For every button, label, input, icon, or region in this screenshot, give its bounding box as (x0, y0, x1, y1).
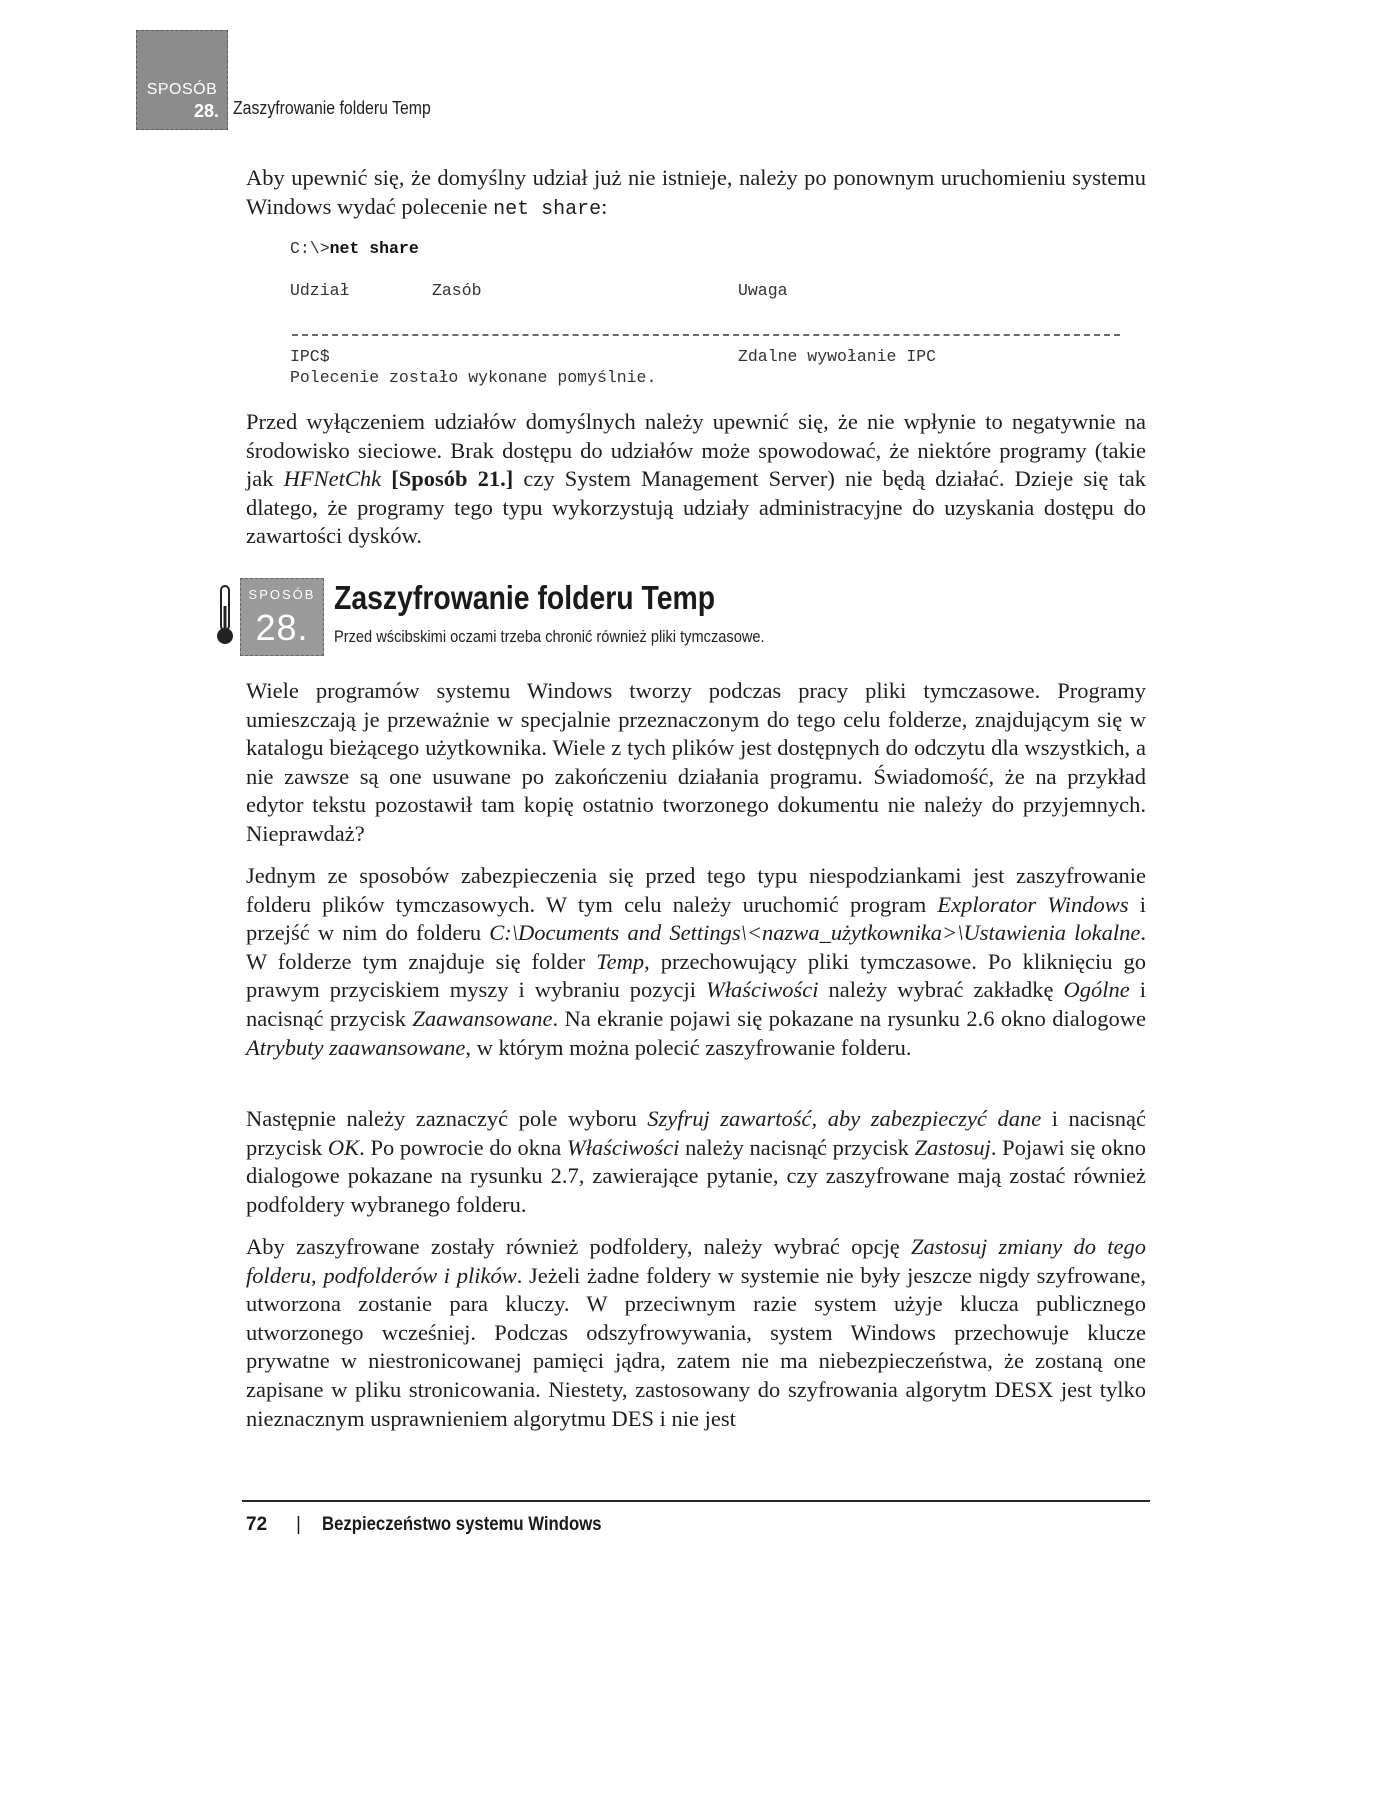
method-text-6: i nacisnąć przycisk (246, 977, 1146, 1031)
advanced-button-term: Zaawansowane (412, 1005, 553, 1031)
encrypt-option-term: Szyfruj zawartość, aby zabezpieczyć dane (647, 1106, 1042, 1131)
subfolders-text-2: . Jeżeli żadne foldery w systemie nie były jeszcze nigdy szyfrowane, utworzona zostanie para kluczy. W przeciwnym razie system użyje klucza publicznego utworzonego wcześniej. Podczas odszyfrowywania, system Windows przechowuje klucze prywatne w niestronicowanej pamięci jądra, zatem nie ma niebezpieczeństwa, że zostaną one zapisane w pliku stronicowania. Niestety, zastosowany do szyfrowania algorytm DESX jest tylko nieznacznym usprawnieniem algorytmu DES i nie jest (246, 1262, 1146, 1431)
code-status: Polecenie zostało wykonane pomyślnie. (290, 368, 657, 387)
code-column-udzial: Udział (290, 281, 350, 300)
code-row-remark: Zdalne wywołanie IPC (738, 347, 937, 366)
encrypt-text-5: . Pojawi się okno dialogowe pokazane na rysunku 2.7, zawierające pytanie, czy zaszyfrowane mają zostać również podfoldery wybranego folderu. (246, 1134, 1146, 1217)
hfnetchk-term: HFNetChk (283, 466, 382, 492)
code-row-share: IPC$ (290, 347, 330, 366)
method-text-7: . Na ekranie pojawi się pokazane na rysunku 2.6 okno dialogowe (552, 1005, 1146, 1031)
method-paragraph (246, 862, 1146, 1062)
general-tab-term: Ogólne (1063, 977, 1130, 1003)
section-subtitle: Przed wścibskimi oczami trzeba chronić również pliki tymczasowe. (334, 627, 765, 646)
method-text-4: , przechowujący pliki tymczasowe. Po kliknięciu go prawym przyciskiem myszy i wybraniu pozycji (246, 948, 1146, 1003)
code-command-line (290, 238, 419, 259)
intro-command: net share (493, 197, 602, 221)
method-text-2: i przejść w nim do folderu (246, 891, 1146, 946)
encrypt-paragraph (246, 1105, 1146, 1219)
section-tab (240, 578, 324, 656)
default-shares-text-2: czy System Management Server) nie będą działać. Dzieje się tak dlatego, że programy tego typu wykorzystują udziały administracyjne do uzyskania dostępu do zawartości dysków. (246, 466, 1146, 549)
code-separator-rule (292, 334, 1120, 336)
code-prompt: C:\> (290, 239, 330, 258)
explorer-term: Explorator Windows (937, 891, 1129, 917)
method-text-1: Jednym ze sposobów zabezpieczenia się przed tego typu niespodziankami jest zaszyfrowanie folderu plików tymczasowych. W tym celu należy uruchomić program (246, 863, 1146, 917)
method-text-3: . W folderze tym znajduje się folder (246, 920, 1146, 974)
header-tab-number: 28. (193, 101, 219, 121)
properties-window-term: Właściwości (566, 1134, 680, 1160)
code-command: net share (329, 239, 419, 258)
encrypt-text-1: Następnie należy zaznaczyć pole wyboru (246, 1106, 648, 1131)
running-header-title: Zaszyfrowanie folderu Temp (233, 98, 431, 118)
header-tab (136, 30, 228, 130)
apply-term: Zastosuj (914, 1134, 991, 1160)
ok-term: OK (327, 1134, 360, 1160)
page-number: 72 (246, 1514, 268, 1535)
folder-path-term: C:\Documents and Settings\<nazwa_użytkownika>\Ustawienia lokalne (489, 920, 1141, 946)
method-reference: [Sposób 21.] (391, 466, 514, 492)
properties-term: Właściwości (706, 977, 819, 1003)
method-text-5: należy wybrać zakładkę (818, 977, 1064, 1003)
code-column-zasob: Zasób (432, 281, 482, 300)
encrypt-text-2: i nacisnąć przycisk (246, 1106, 1146, 1160)
subfolders-text-1: Aby zaszyfrowane zostały również podfoldery, należy wybrać opcję (246, 1234, 912, 1259)
advanced-attributes-term: Atrybuty zaawansowane (246, 1034, 466, 1060)
encrypt-text-3: . Po powrocie do okna (359, 1134, 567, 1160)
section-tab-number: 28. (255, 607, 309, 648)
section-title: Zaszyfrowanie folderu Temp (334, 579, 716, 616)
apply-changes-option-term: Zastosuj zmiany do tego folderu, podfolderów i plików (246, 1234, 1146, 1288)
method-text-8: , w którym można polecić zaszyfrowanie folderu. (465, 1034, 912, 1060)
temp-term: Temp (596, 948, 645, 974)
thermometer-icon (214, 584, 236, 646)
section-tab-word: SPOSÓB (248, 587, 316, 602)
intro-text-end: : (601, 193, 608, 219)
encrypt-text-4: należy nacisnąć przycisk (679, 1134, 915, 1160)
default-shares-text-1: Przed wyłączeniem udziałów domyślnych należy upewnić się, że nie wpłynie to negatywnie na środowisko sieciowe. Brak dostępu do udziałów może spowodować, że niektóre programy (takie jak (246, 409, 1146, 492)
temp-files-paragraph: Wiele programów systemu Windows tworzy podczas pracy pliki tymczasowe. Programy umieszczają je przeważnie w specjalnie przeznaczonym do tego celu folderze, znajdującym się w katalogu bieżącego użytkownika. Wiele z tych plików jest dostępnych do odczytu dla wszystkich, a nie zawsze są one usuwane po zakończeniu działania programu. Świadomość, że na przykład edytor tekstu pozostawił tam kopię ostatnio tworzonego dokumentu nie należy do przyjemnych. Nieprawdaż? (246, 678, 1146, 846)
default-shares-paragraph (246, 408, 1146, 551)
footer-book-title: Bezpieczeństwo systemu Windows (322, 1514, 602, 1535)
header-tab-word: SPOSÓB (146, 81, 218, 98)
code-column-uwaga: Uwaga (738, 281, 788, 300)
footer-separator: | (296, 1514, 301, 1535)
intro-text: Aby upewnić się, że domyślny udział już nie istnieje, należy po ponownym uruchomieniu systemu Windows wydać polecenie (246, 165, 1146, 219)
footer-rule (242, 1500, 1150, 1502)
intro-paragraph (246, 164, 1146, 224)
subfolders-paragraph (246, 1233, 1146, 1433)
